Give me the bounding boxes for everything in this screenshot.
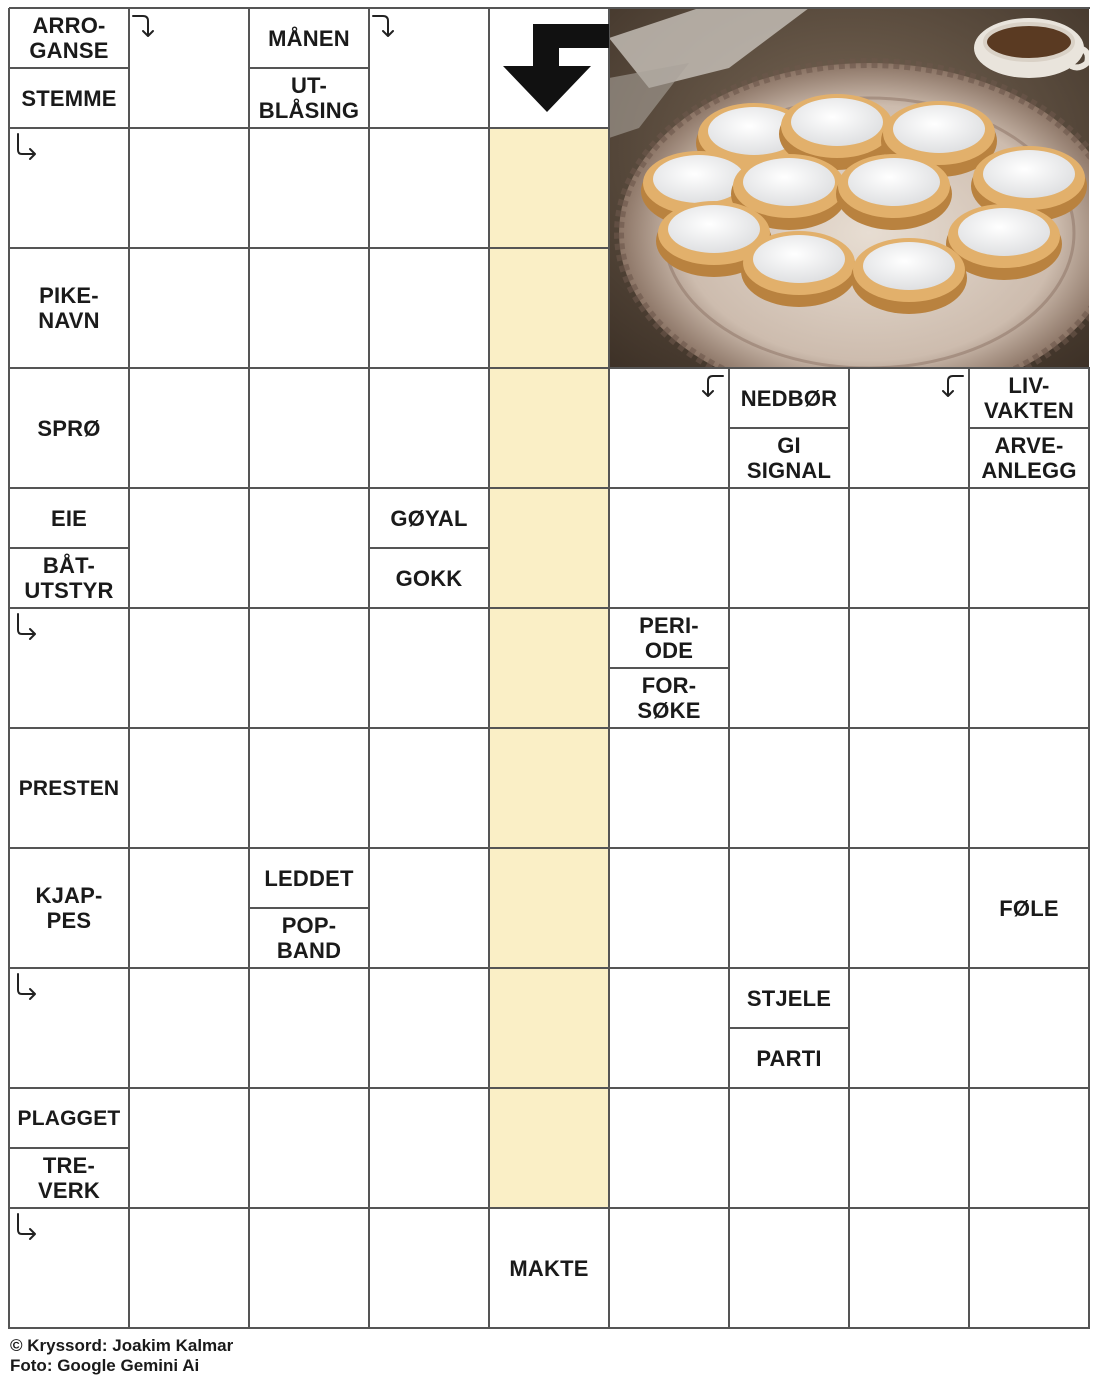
grid-line	[9, 607, 1090, 609]
clue-popband: POP- BAND	[276, 913, 342, 963]
answer-cell[interactable]	[609, 488, 729, 608]
answer-cell[interactable]	[249, 728, 369, 848]
grid-line	[248, 8, 250, 1329]
answer-cell[interactable]	[369, 368, 489, 488]
answer-cell[interactable]	[369, 1088, 489, 1208]
clue-livvakten: LIV- VAKTEN	[983, 373, 1075, 423]
clue-arveanlegg: ARVE- ANLEGG	[981, 433, 1077, 483]
answer-cell[interactable]	[729, 728, 849, 848]
solution-column	[489, 128, 609, 1208]
clue-pikenavn: PIKE- NAVN	[38, 283, 100, 333]
clue-utblasing: UT- BLÅSING	[258, 73, 360, 123]
answer-cell[interactable]	[729, 608, 849, 728]
arrow-down-right-icon	[13, 132, 39, 162]
clue-gisignal: GI SIGNAL	[746, 433, 832, 483]
plate-of-iced-tartlets-photo	[609, 8, 1089, 368]
clue-makte: MAKTE	[509, 1255, 589, 1281]
clue-presten: PRESTEN	[18, 776, 120, 800]
arrow-down-right-icon	[13, 1212, 39, 1242]
grid-line	[9, 367, 1090, 369]
answer-cell[interactable]	[849, 848, 969, 968]
clue-batutstyr: BÅT- UTSTYR	[24, 553, 114, 603]
clue-fole: FØLE	[999, 895, 1059, 921]
answer-cell[interactable]	[249, 968, 369, 1088]
answer-cell[interactable]	[969, 608, 1089, 728]
clue-eie: EIE	[50, 505, 88, 531]
arrow-left-down-icon	[699, 372, 725, 402]
tartlet-11	[851, 238, 967, 314]
clue-arroganse: ARRO- GANSE	[29, 13, 109, 63]
grid-line	[9, 487, 1090, 489]
answer-cell[interactable]	[849, 968, 969, 1088]
clue-leddet: LEDDET	[264, 865, 354, 891]
answer-cell[interactable]	[249, 488, 369, 608]
answer-cell[interactable]	[249, 368, 369, 488]
answer-cell[interactable]	[849, 608, 969, 728]
grid-line	[488, 8, 490, 1329]
answer-cell[interactable]	[729, 488, 849, 608]
answer-cell[interactable]	[369, 248, 489, 368]
clue-nedbor: NEDBØR	[740, 385, 838, 411]
answer-cell[interactable]	[609, 1208, 729, 1328]
answer-cell[interactable]	[969, 1208, 1089, 1328]
grid-line	[9, 847, 1090, 849]
answer-cell[interactable]	[729, 1088, 849, 1208]
answer-cell[interactable]	[849, 728, 969, 848]
answer-cell[interactable]	[249, 248, 369, 368]
answer-cell[interactable]	[849, 1088, 969, 1208]
grid-line	[9, 967, 1090, 969]
credits	[10, 1336, 233, 1376]
answer-cell[interactable]	[609, 848, 729, 968]
arrow-right-down-icon	[371, 12, 397, 42]
clue-treverk: TRE- VERK	[38, 1153, 100, 1203]
clue-manen: MÅNEN	[268, 25, 350, 51]
grid-line	[9, 727, 1090, 729]
clue-parti: PARTI	[756, 1045, 822, 1071]
answer-cell[interactable]	[249, 608, 369, 728]
answer-cell[interactable]	[249, 1088, 369, 1208]
clue-gokk: GOKK	[395, 565, 463, 591]
answer-cell[interactable]	[369, 848, 489, 968]
grid-line	[9, 1087, 1090, 1089]
clue-goyal: GØYAL	[390, 505, 468, 531]
grid-line	[728, 368, 730, 1329]
clue-spro: SPRØ	[37, 415, 101, 441]
credit-author: © Kryssord: Joakim Kalmar	[10, 1336, 234, 1355]
answer-cell[interactable]	[129, 1088, 249, 1208]
clue-stjele: STJELE	[746, 985, 832, 1011]
answer-cell[interactable]	[369, 1208, 489, 1328]
answer-cell[interactable]	[969, 488, 1089, 608]
answer-cell[interactable]	[129, 968, 249, 1088]
answer-cell[interactable]	[609, 1088, 729, 1208]
answer-cell[interactable]	[129, 1208, 249, 1328]
grid-line	[368, 8, 370, 1329]
tartlet-7	[836, 154, 952, 230]
answer-cell[interactable]	[609, 728, 729, 848]
solution-arrow-icon	[489, 8, 609, 128]
answer-cell[interactable]	[369, 728, 489, 848]
arrow-down-right-icon	[13, 612, 39, 642]
answer-cell[interactable]	[969, 1088, 1089, 1208]
grid-line	[848, 368, 850, 1329]
answer-cell[interactable]	[729, 1208, 849, 1328]
answer-cell[interactable]	[849, 488, 969, 608]
answer-cell[interactable]	[369, 128, 489, 248]
answer-cell[interactable]	[729, 848, 849, 968]
tartlet-10	[741, 231, 857, 307]
answer-cell[interactable]	[129, 128, 249, 248]
arrow-down-right-icon	[13, 972, 39, 1002]
answer-cell[interactable]	[609, 968, 729, 1088]
crossword-board	[9, 8, 1091, 1330]
answer-cell[interactable]	[129, 848, 249, 968]
answer-cell[interactable]	[129, 248, 249, 368]
answer-cell[interactable]	[129, 608, 249, 728]
answer-cell[interactable]	[849, 1208, 969, 1328]
answer-cell[interactable]	[129, 728, 249, 848]
answer-cell[interactable]	[129, 368, 249, 488]
arrow-right-down-icon	[131, 12, 157, 42]
clue-plagget: PLAGGET	[17, 1106, 121, 1130]
credit-photo: Foto: Google Gemini Ai	[10, 1356, 200, 1375]
answer-cell[interactable]	[369, 968, 489, 1088]
clue-kjappes: KJAP- PES	[35, 883, 103, 933]
answer-cell[interactable]	[129, 488, 249, 608]
clue-stemme: STEMME	[21, 85, 117, 111]
clue-periode: PERI- ODE	[639, 613, 699, 663]
clue-forsoke: FOR- SØKE	[637, 673, 701, 723]
arrow-left-down-icon	[939, 372, 965, 402]
answer-cell[interactable]	[969, 728, 1089, 848]
answer-cell[interactable]	[969, 968, 1089, 1088]
answer-cell[interactable]	[369, 608, 489, 728]
answer-cell[interactable]	[249, 128, 369, 248]
answer-cell[interactable]	[249, 1208, 369, 1328]
